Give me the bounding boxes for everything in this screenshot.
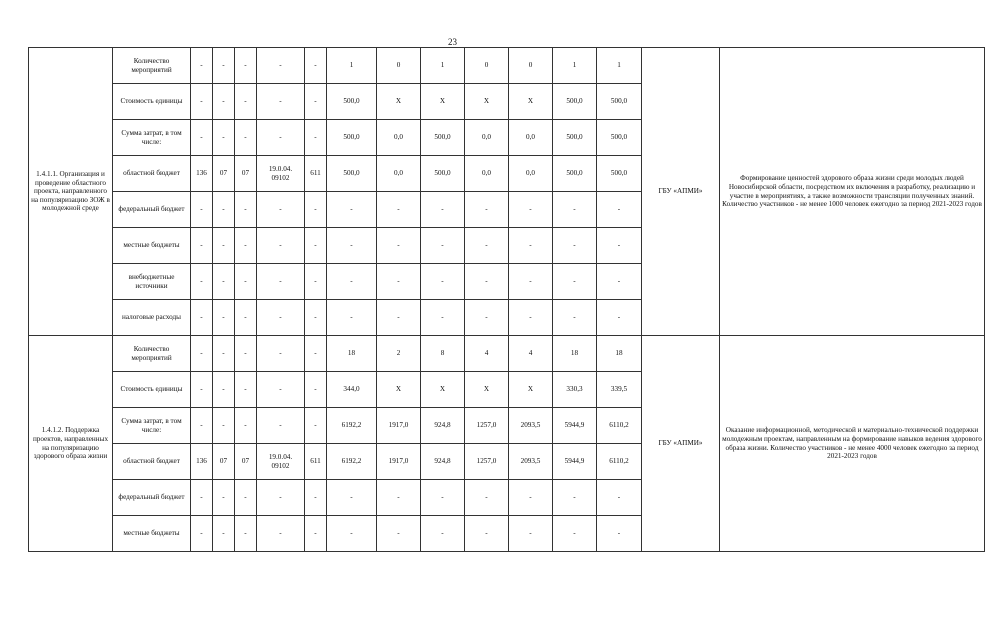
cell-c3: 07 [235, 156, 257, 192]
cell-v3: 8 [421, 336, 465, 372]
cell-c2: 07 [213, 444, 235, 480]
cell-c1: - [191, 120, 213, 156]
cell-v5: X [509, 84, 553, 120]
cell-c4: 19.0.04. 09102 [257, 156, 305, 192]
cell-c1: - [191, 48, 213, 84]
cell-v5: - [509, 228, 553, 264]
cell-c2: - [213, 300, 235, 336]
cell-c4: - [257, 480, 305, 516]
cell-v3: 500,0 [421, 120, 465, 156]
cell-c5: 611 [305, 156, 327, 192]
cell-c5: - [305, 516, 327, 552]
cell-v6: - [553, 516, 597, 552]
cell-v7: 500,0 [597, 120, 642, 156]
cell-v6: - [553, 192, 597, 228]
table-row [29, 336, 985, 372]
cell-v6: 500,0 [553, 84, 597, 120]
cell-v2: 0,0 [377, 156, 421, 192]
cell-c1: 136 [191, 444, 213, 480]
cell-c5: - [305, 48, 327, 84]
budget-table [28, 47, 985, 552]
cell-c2: 07 [213, 156, 235, 192]
cell-v7: - [597, 264, 642, 300]
cell-c5: - [305, 300, 327, 336]
cell-v2: 2 [377, 336, 421, 372]
row-label: областной бюджет [113, 444, 191, 480]
cell-v1: 6192,2 [327, 444, 377, 480]
cell-v4: - [465, 516, 509, 552]
cell-v4: 0,0 [465, 156, 509, 192]
cell-v6: 330,3 [553, 372, 597, 408]
cell-c5: - [305, 120, 327, 156]
cell-v7: 18 [597, 336, 642, 372]
cell-c5: - [305, 372, 327, 408]
cell-c4: - [257, 84, 305, 120]
cell-c2: - [213, 516, 235, 552]
cell-v4: 4 [465, 336, 509, 372]
cell-v3: X [421, 84, 465, 120]
cell-v3: - [421, 192, 465, 228]
cell-v6: - [553, 228, 597, 264]
cell-c2: - [213, 264, 235, 300]
cell-v3: 924,8 [421, 408, 465, 444]
cell-v6: - [553, 300, 597, 336]
cell-v3: - [421, 480, 465, 516]
cell-c1: - [191, 372, 213, 408]
cell-v3: - [421, 300, 465, 336]
row-label: местные бюджеты [113, 516, 191, 552]
cell-v7: - [597, 516, 642, 552]
cell-v3: 1 [421, 48, 465, 84]
table-row [29, 48, 985, 84]
row-label: Стоимость единицы [113, 84, 191, 120]
cell-v6: - [553, 264, 597, 300]
row-label: налоговые расходы [113, 300, 191, 336]
cell-c4: - [257, 228, 305, 264]
cell-v1: - [327, 300, 377, 336]
cell-v2: 1917,0 [377, 408, 421, 444]
cell-c4: - [257, 336, 305, 372]
row-label: федеральный бюджет [113, 480, 191, 516]
cell-c4: - [257, 408, 305, 444]
cell-v3: 500,0 [421, 156, 465, 192]
cell-c2: - [213, 336, 235, 372]
cell-c3: - [235, 192, 257, 228]
cell-c4: - [257, 516, 305, 552]
cell-v6: 1 [553, 48, 597, 84]
cell-c4: - [257, 300, 305, 336]
row-label: областной бюджет [113, 156, 191, 192]
cell-v1: - [327, 264, 377, 300]
cell-c1: - [191, 228, 213, 264]
cell-c1: - [191, 408, 213, 444]
cell-v7: 1 [597, 48, 642, 84]
cell-v5: 4 [509, 336, 553, 372]
cell-c1: 136 [191, 156, 213, 192]
cell-v5: 2093,5 [509, 408, 553, 444]
cell-v6: 5944,9 [553, 408, 597, 444]
cell-c3: - [235, 336, 257, 372]
cell-v2: - [377, 300, 421, 336]
page-number: 23 [448, 37, 457, 47]
cell-v7: - [597, 192, 642, 228]
cell-v5: - [509, 192, 553, 228]
cell-c1: - [191, 264, 213, 300]
cell-v4: 1257,0 [465, 408, 509, 444]
cell-v6: 18 [553, 336, 597, 372]
row-label: Количество мероприятий [113, 336, 191, 372]
cell-c2: - [213, 84, 235, 120]
cell-v4: - [465, 480, 509, 516]
cell-v4: 1257,0 [465, 444, 509, 480]
cell-v2: - [377, 192, 421, 228]
cell-c5: - [305, 264, 327, 300]
cell-v2: - [377, 516, 421, 552]
cell-c3: - [235, 516, 257, 552]
cell-v6: 500,0 [553, 120, 597, 156]
cell-v7: 6110,2 [597, 408, 642, 444]
cell-v4: X [465, 372, 509, 408]
cell-v5: 0,0 [509, 120, 553, 156]
cell-v1: 500,0 [327, 120, 377, 156]
cell-c3: - [235, 480, 257, 516]
cell-c4: - [257, 48, 305, 84]
cell-v2: X [377, 372, 421, 408]
expected-result: Формирование ценностей здорового образа жизни среди молодых людей Новосибирской области, посредством их включения в разработку, реализацию и участие в мероприятиях, а также возможности трансляции полученных знаний. Количество участников - не менее 1000 человек ежегодно за период 2021-2023 годов [720, 48, 985, 336]
cell-c5: - [305, 192, 327, 228]
cell-v4: - [465, 300, 509, 336]
cell-v5: 0,0 [509, 156, 553, 192]
cell-c2: - [213, 480, 235, 516]
executor: ГБУ «АПМИ» [642, 48, 720, 336]
cell-v2: - [377, 480, 421, 516]
row-label: внебюджетные источники [113, 264, 191, 300]
cell-c2: - [213, 408, 235, 444]
executor: ГБУ «АПМИ» [642, 336, 720, 552]
cell-v2: 0 [377, 48, 421, 84]
row-label: Стоимость единицы [113, 372, 191, 408]
cell-c4: 19.0.04. 09102 [257, 444, 305, 480]
cell-v5: - [509, 264, 553, 300]
cell-v2: 1917,0 [377, 444, 421, 480]
cell-v1: 18 [327, 336, 377, 372]
cell-v4: - [465, 228, 509, 264]
cell-c1: - [191, 516, 213, 552]
cell-c3: - [235, 372, 257, 408]
row-label: местные бюджеты [113, 228, 191, 264]
cell-c2: - [213, 120, 235, 156]
cell-c3: - [235, 120, 257, 156]
cell-c4: - [257, 264, 305, 300]
cell-v3: 924,8 [421, 444, 465, 480]
cell-c3: - [235, 300, 257, 336]
row-label: федеральный бюджет [113, 192, 191, 228]
cell-c5: - [305, 228, 327, 264]
cell-v4: 0,0 [465, 120, 509, 156]
cell-c2: - [213, 228, 235, 264]
activity-name: 1.4.1.2. Поддержка проектов, направленных на популяризацию здорового образа жизни [29, 336, 113, 552]
cell-v2: - [377, 264, 421, 300]
cell-c4: - [257, 372, 305, 408]
cell-v4: - [465, 264, 509, 300]
cell-c3: - [235, 84, 257, 120]
cell-v1: - [327, 480, 377, 516]
cell-v4: - [465, 192, 509, 228]
cell-c1: - [191, 192, 213, 228]
cell-c3: - [235, 408, 257, 444]
cell-v1: 6192,2 [327, 408, 377, 444]
cell-v5: - [509, 300, 553, 336]
cell-c1: - [191, 84, 213, 120]
cell-c2: - [213, 48, 235, 84]
cell-c3: - [235, 264, 257, 300]
row-label: Сумма затрат, в том числе: [113, 120, 191, 156]
cell-v6: - [553, 480, 597, 516]
cell-v1: - [327, 228, 377, 264]
cell-c1: - [191, 480, 213, 516]
cell-v3: - [421, 228, 465, 264]
cell-v4: 0 [465, 48, 509, 84]
cell-c5: - [305, 336, 327, 372]
cell-v3: - [421, 516, 465, 552]
cell-v1: 500,0 [327, 156, 377, 192]
cell-v3: - [421, 264, 465, 300]
cell-c5: - [305, 480, 327, 516]
cell-c3: - [235, 48, 257, 84]
row-label: Количество мероприятий [113, 48, 191, 84]
cell-v1: 344,0 [327, 372, 377, 408]
cell-v1: 500,0 [327, 84, 377, 120]
cell-v1: 1 [327, 48, 377, 84]
cell-v5: - [509, 516, 553, 552]
cell-c1: - [191, 300, 213, 336]
cell-c5: - [305, 408, 327, 444]
cell-c5: 611 [305, 444, 327, 480]
cell-v3: X [421, 372, 465, 408]
expected-result: Оказание информационной, методической и материально-технической поддержки молодежным проектам, направленным на формирование навыков ведения здорового образа жизни. Количество участников - не менее 4000 человек ежегодно за период 2021-2023 годов [720, 336, 985, 552]
cell-v7: 500,0 [597, 156, 642, 192]
cell-v7: 500,0 [597, 84, 642, 120]
cell-v7: - [597, 300, 642, 336]
cell-v4: X [465, 84, 509, 120]
cell-v2: - [377, 228, 421, 264]
activity-name: 1.4.1.1. Организация и проведение областного проекта, направленного на популяризацию ЗОЖ в молодежной среде [29, 48, 113, 336]
cell-c1: - [191, 336, 213, 372]
cell-v1: - [327, 516, 377, 552]
cell-v7: 6110,2 [597, 444, 642, 480]
cell-v2: X [377, 84, 421, 120]
cell-v5: - [509, 480, 553, 516]
row-label: Сумма затрат, в том числе: [113, 408, 191, 444]
cell-v7: - [597, 480, 642, 516]
cell-c2: - [213, 372, 235, 408]
cell-c2: - [213, 192, 235, 228]
cell-c4: - [257, 120, 305, 156]
cell-v5: 2093,5 [509, 444, 553, 480]
cell-v5: 0 [509, 48, 553, 84]
cell-v6: 5944,9 [553, 444, 597, 480]
cell-c3: - [235, 228, 257, 264]
cell-v5: X [509, 372, 553, 408]
cell-v2: 0,0 [377, 120, 421, 156]
cell-v1: - [327, 192, 377, 228]
cell-v7: 339,5 [597, 372, 642, 408]
cell-c5: - [305, 84, 327, 120]
cell-c4: - [257, 192, 305, 228]
cell-v7: - [597, 228, 642, 264]
cell-v6: 500,0 [553, 156, 597, 192]
cell-c3: 07 [235, 444, 257, 480]
